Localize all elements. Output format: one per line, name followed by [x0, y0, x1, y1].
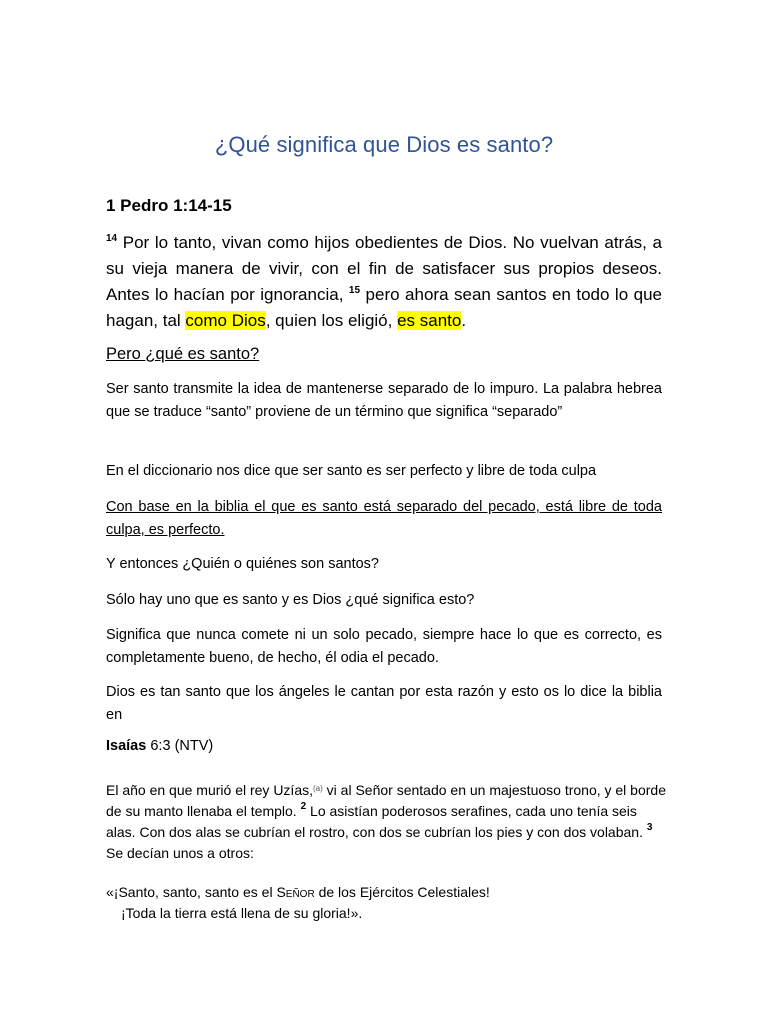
verse-number: 14	[106, 233, 118, 244]
page-title: ¿Qué significa que Dios es santo?	[214, 132, 554, 157]
highlighted-text: es santo	[397, 311, 462, 330]
paragraph: Ser santo transmite la idea de mantenerse separado de lo impuro. La palabra hebrea que se traduce “santo” proviene de un término que significa “separado”	[106, 381, 662, 420]
verse-text: Por lo tanto, vivan como hijos obedientes de Dios. No vuelvan atrás, a su vieja manera de vivir, con el fin de satisfacer sus propios deseos. Antes lo hacían por ignorancia,	[106, 233, 662, 304]
version: (NTV)	[174, 738, 214, 754]
chapter-verse: 6:3	[150, 738, 171, 754]
quote-line	[106, 884, 490, 900]
scripture-text: vi al Señor sentado en un majestuoso trono, y el borde de su manto llenaba el templo.	[106, 782, 666, 819]
paragraph: Sólo hay uno que es santo y es Dios ¿qué significa esto?	[106, 592, 475, 608]
verse-text: pero ahora sean santos en todo lo que hagan, tal	[106, 285, 662, 330]
footnote-mark[interactable]: (a)	[313, 784, 323, 793]
paragraph: Y entonces ¿Quién o quiénes son santos?	[106, 556, 380, 572]
paragraph: Dios es tan santo que los ángeles le cantan por esta razón y esto os lo dice la biblia en	[106, 684, 662, 723]
verse-text: , quien los eligió,	[265, 311, 398, 330]
bible-reference: 1 Pedro 1:14-15	[106, 196, 232, 215]
scripture-passage	[106, 778, 666, 864]
isaiah-reference	[106, 738, 213, 754]
book-name: Isaías	[106, 738, 147, 754]
small-caps-lord: Señor	[276, 884, 315, 900]
verse-number: 2	[300, 801, 307, 812]
verse-paragraph	[106, 230, 662, 334]
paragraph: Significa que nunca comete ni un solo pecado, siempre hace lo que es correcto, es completamente bueno, de hecho, él odia el pecado.	[106, 627, 662, 666]
verse-text: .	[461, 311, 467, 330]
scripture-text: Lo asistían poderosos serafines, cada uno tenía seis alas. Con dos alas se cubrían el rostro, con dos se cubrían los pies y con dos volaban.	[106, 803, 647, 840]
scripture-text: Se decían unos a otros:	[106, 845, 254, 861]
verse-number: 3	[646, 822, 653, 833]
scripture-text: El año en que murió el rey Uzías,	[106, 782, 313, 798]
quote-text: de los Ejércitos Celestiales!	[314, 884, 490, 900]
quoted-verse	[106, 882, 666, 924]
quote-text: «¡Santo, santo, santo es el	[106, 884, 277, 900]
underlined-paragraph: Con base en la biblia el que es santo está separado del pecado, está libre de toda culpa, es perfecto.	[106, 499, 662, 538]
highlighted-text: como Dios	[185, 311, 266, 330]
verse-number: 15	[348, 285, 361, 296]
question-heading: Pero ¿qué es santo?	[106, 345, 260, 363]
paragraph: En el diccionario nos dice que ser santo es ser perfecto y libre de toda culpa	[106, 463, 597, 479]
quote-line: ¡Toda la tierra está llena de su gloria!».	[121, 905, 363, 921]
